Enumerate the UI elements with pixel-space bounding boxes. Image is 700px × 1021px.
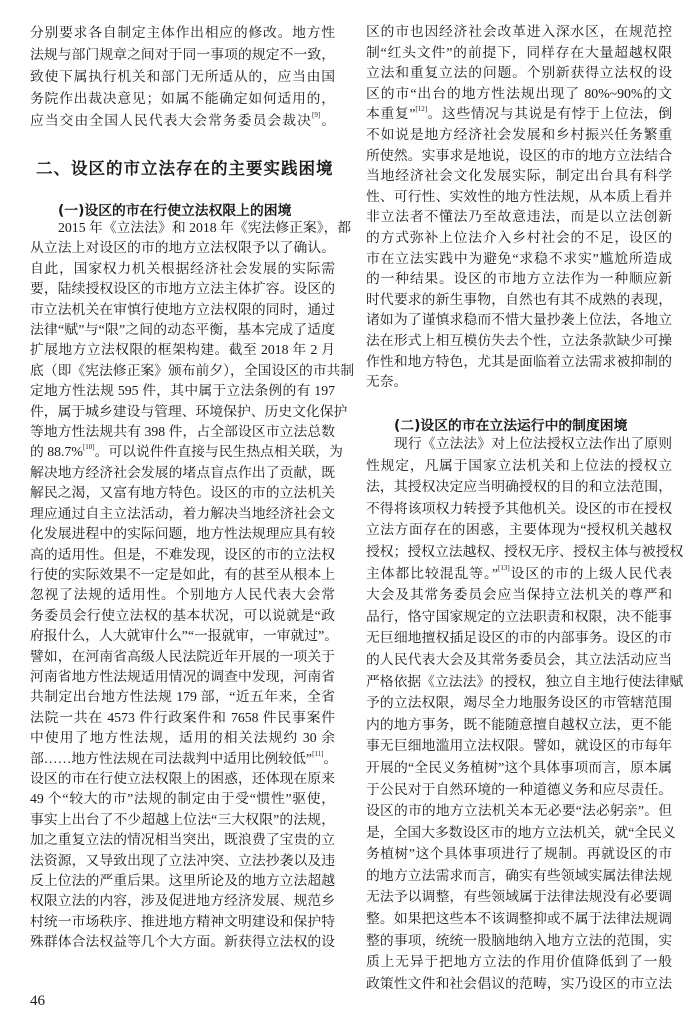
- text-line: 河南省地方性法规适用情况的调查中发现，河南省: [30, 668, 335, 684]
- text-line: 主体都比较混乱等。”[13]设区的市的上级人民代表: [366, 563, 672, 581]
- text-line: 中使用了地方性法规，适用的相关法规约 30 余: [30, 730, 335, 746]
- text-line: 解民之渴，又富有地方特色。设区的市的立法机关: [30, 485, 335, 501]
- text-line: 件，属于城乡建设与管理、环境保护、历史文化保护: [30, 403, 348, 419]
- text-line: 法规与部门规章之间对于同一事项的规定不一致，: [30, 47, 335, 62]
- text-line: 时代要求的新生事物，自然也有其不成熟的表现，: [366, 291, 672, 307]
- text-line: 设区的市在行使立法权限上的困惑，还体现在原来: [30, 770, 335, 786]
- text-line: 务植树”这个具体事项进行了规制。再就设区的市: [366, 846, 672, 862]
- text-line: 反上位法的严重后果。这里所论及的地方立法超越: [30, 873, 335, 888]
- footnote-ref: [11]: [312, 749, 324, 758]
- text-line: 无法予以调整，有些领域属于法律法规没有必要调: [366, 889, 672, 905]
- text-line: 扩展地方立法权限的框架构建。截至 2018 年 2 月: [30, 342, 335, 358]
- left-intro-paragraph: [30, 22, 335, 132]
- text-line: 立法方面存在的困惑，主要体现为“授权机关越权: [366, 522, 672, 538]
- text-line: 无奈。: [366, 374, 408, 390]
- text-line: 理应通过自主立法活动，着力解决当地经济社会文: [30, 505, 335, 521]
- text-line: 府报什么，人大就审什么”“一报就审，一审就过”。: [30, 628, 339, 644]
- footnote-ref: [10]: [82, 443, 95, 452]
- text-line: 立法和重复立法的问题。个别新获得立法权的设: [366, 65, 672, 81]
- text-line: 法，其授权决定应当明确授权的目的和立法范围，: [366, 479, 672, 495]
- text-line: 务院作出裁决意见；如属不能确定如何适用的，: [30, 91, 335, 106]
- text-line: 事无巨细地滥用立法权限。譬如，就设区的市每年: [366, 738, 672, 754]
- text-line: 部……地方性法规在司法裁判中适用比例较低”[11]。: [30, 749, 338, 766]
- text-line: 所使然。实事求是地说，设区的市的地方立法结合: [366, 147, 672, 163]
- text-line: 是，全国大多数设区市的地方立法机关，就“全民义: [366, 824, 676, 840]
- footnote-ref: [13]: [498, 563, 510, 572]
- text-line: 法院一共在 4573 件行政案件和 7658 件民事案件: [30, 709, 335, 725]
- text-line: 不如说是地方经济社会发展和乡村振兴任务繁重: [366, 126, 672, 142]
- text-line: 品行，恪守国家规定的立法职责和权限，决不能事: [366, 608, 672, 624]
- page-number: 46: [30, 993, 45, 1009]
- subsection-heading-2: (二)设区的市在立法运行中的制度困境: [394, 418, 628, 434]
- text-line: 的人民代表大会及其常务委员会，其立法活动应当: [366, 651, 672, 667]
- text-line: 要，陆续授权设区的市地方立法主体扩容。设区的: [30, 281, 335, 297]
- text-line: 严格依据《立法法》的授权，独立自主地行使法律赋: [366, 673, 684, 689]
- text-line: 的地方立法需求而言，确实有些领域实属法律法规: [366, 867, 672, 883]
- text-line: 从立法上对设区的市的地方立法权限予以了确认。: [30, 240, 335, 256]
- text-line: 诸如为了谨慎求稳而不惜大量抄袭上位法，各地立: [366, 312, 672, 328]
- text-line: 作性和地方特色，尤其是面临着立法需求被抑制的: [366, 353, 672, 369]
- text-line: 定地方性法规 595 件，其中属于立法条例的有 197: [30, 383, 335, 399]
- left-body-paragraphs: [30, 218, 355, 953]
- text-line: 整的事项，统统一股脑地纳入地方立法的范围，实: [366, 932, 672, 948]
- text-line: 制“红头文件”的前提下，同样存在大量超越权限: [366, 44, 672, 60]
- text-line: 予的立法权限，竭尽全力地服务设区的市管辖范围: [366, 695, 672, 711]
- text-line: 法在形式上相互模仿失去个性，立法条款缺少可操: [366, 332, 672, 348]
- text-line: 区的市“出台的地方性法规出现了 80%~90%的文: [366, 85, 672, 101]
- text-line: 等地方性法规共有 398 件，占全部设区市立法总数: [30, 424, 335, 440]
- text-line: 解决地方经济社会发展的堵点盲点作出了贡献，既: [30, 464, 335, 480]
- text-line: 不得将该项权力转授予其他机关。设区的市在授权: [366, 500, 672, 516]
- text-line: 共制定出台地方性法规 179 部，“近五年来，全省: [30, 689, 335, 705]
- text-line: 譬如，在河南省高级人民法院近年开展的一项关于: [30, 648, 335, 664]
- text-line: 法资源，又导致出现了立法冲突、立法抄袭以及违: [30, 852, 335, 868]
- text-line: 加之重复立法的情况相当突出，既浪费了宝贵的立: [30, 832, 335, 848]
- text-line: 开展的“全民义务植树”这个具体事项而言，原本属: [366, 759, 672, 775]
- text-line: 现行《立法法》对上位法授权立法作出了原则: [394, 436, 672, 451]
- text-line: 村统一市场秩序、推进地方精神文明建设和保护特: [30, 913, 335, 929]
- section-heading: 二、设区的市立法存在的主要实践困境: [36, 159, 334, 178]
- text-line: 授权；授权立法越权、授权无序、授权主体与被授权: [366, 543, 684, 559]
- text-line: 内的地方事务，既不能随意擅自越权立法，更不能: [366, 716, 672, 732]
- right-top-paragraph: [366, 22, 672, 393]
- footnote-ref: [9]: [312, 111, 321, 119]
- text-line: 区的市也因经济社会改革进入深水区，在规范控: [366, 24, 672, 39]
- text-line: 权限立法的内容，涉及促进地方经济发展、规范乡: [30, 893, 335, 909]
- text-line: 大会及其常务委员会应当保持立法机关的尊严和: [366, 587, 672, 603]
- text-line: 2015 年《立法法》和 2018 年《宪法修正案》，都: [58, 220, 352, 235]
- text-line: 于公民对于自然环境的一种道德义务和应尽责任。: [366, 781, 672, 797]
- right-body-paragraphs: [366, 433, 684, 994]
- text-line: 的方式弥补上位法介入乡村社会的不足，设区的: [366, 229, 672, 245]
- text-line: 高的适用性。但是，不难发现，设区的市的立法权: [30, 546, 335, 562]
- text-line: 49 个“较大的市”法规的制定由于受“惯性”驱使，: [30, 791, 335, 807]
- text-line: 无巨细地擅权插足设区的市的内部事务。设区的市: [366, 630, 672, 646]
- text-line: 设区的市的地方立法机关本无必要“法必躬亲”。但: [366, 803, 672, 819]
- text-line: 底（即《宪法修正案》颁布前夕），全国设区的市共制: [30, 362, 355, 378]
- text-line: 的 88.7%[10]。可以说件件直接与民生热点相关联，为: [30, 443, 343, 460]
- text-line: 整。如果把这些本不该调整抑或不属于法律法规调: [366, 911, 672, 927]
- text-line: 事实上出台了不少超越上位法“三大权限”的法规，: [30, 811, 335, 827]
- text-line: 性、可行性、实效性的地方性法规，从本质上看并: [366, 188, 672, 204]
- text-line: 化发展进程中的实际问题，地方性法规理应具有较: [30, 526, 335, 542]
- text-line: 本重复”[12]。这些情况与其说是有悖于上位法，倒: [366, 105, 673, 122]
- text-line: 殊群体合法权益等几个大方面。新获得立法权的设: [30, 934, 335, 950]
- text-line: 忽视了法规的适用性。个别地方人民代表大会常: [30, 587, 335, 603]
- text-line: 行使的实际效果不一定是如此，有的甚至从根本上: [30, 566, 335, 582]
- text-line: 政策性文件和社会倡议的范畴，实乃设区的市立法: [366, 975, 672, 991]
- text-line: 务委员会行使立法权的基本状况，可以说就是“政: [30, 607, 335, 623]
- text-line: 非立法者不懂法乃至故意违法，而是以立法创新: [366, 209, 672, 225]
- text-line: 分别要求各自制定主体作出相应的修改。地方性: [30, 25, 335, 40]
- text-line: 法律“赋”与“限”之间的动态平衡，基本完成了适度: [30, 322, 335, 338]
- text-line: 当地经济社会文化发展实际，制定出台具有科学: [366, 168, 672, 184]
- text-line: 自此，国家权力机关根据经济社会发展的实际需: [30, 260, 335, 276]
- subsection-heading-1: (一)设区的市在行使立法权限上的困境: [58, 203, 292, 219]
- text-line: 性规定，凡属于国家立法机关和上位法的授权立: [366, 457, 672, 473]
- text-line: 致使下属执行机关和部门无所适从的，应当由国: [30, 69, 335, 84]
- text-line: 应当交由全国人民代表大会常务委员会裁决[9]。: [30, 111, 336, 128]
- text-line: 市在立法实践中为避免“求稳不求实”尴尬所造成: [366, 250, 672, 266]
- text-line: 质上无异于把地方立法的作用价值降低到了一般: [366, 954, 672, 970]
- footnote-ref: [12]: [415, 105, 428, 114]
- text-line: 的一种结果。设区的市地方立法作为一种顺应新: [366, 271, 672, 287]
- text-line: 市立法机关在审慎行使地方立法权限的同时，通过: [30, 301, 335, 317]
